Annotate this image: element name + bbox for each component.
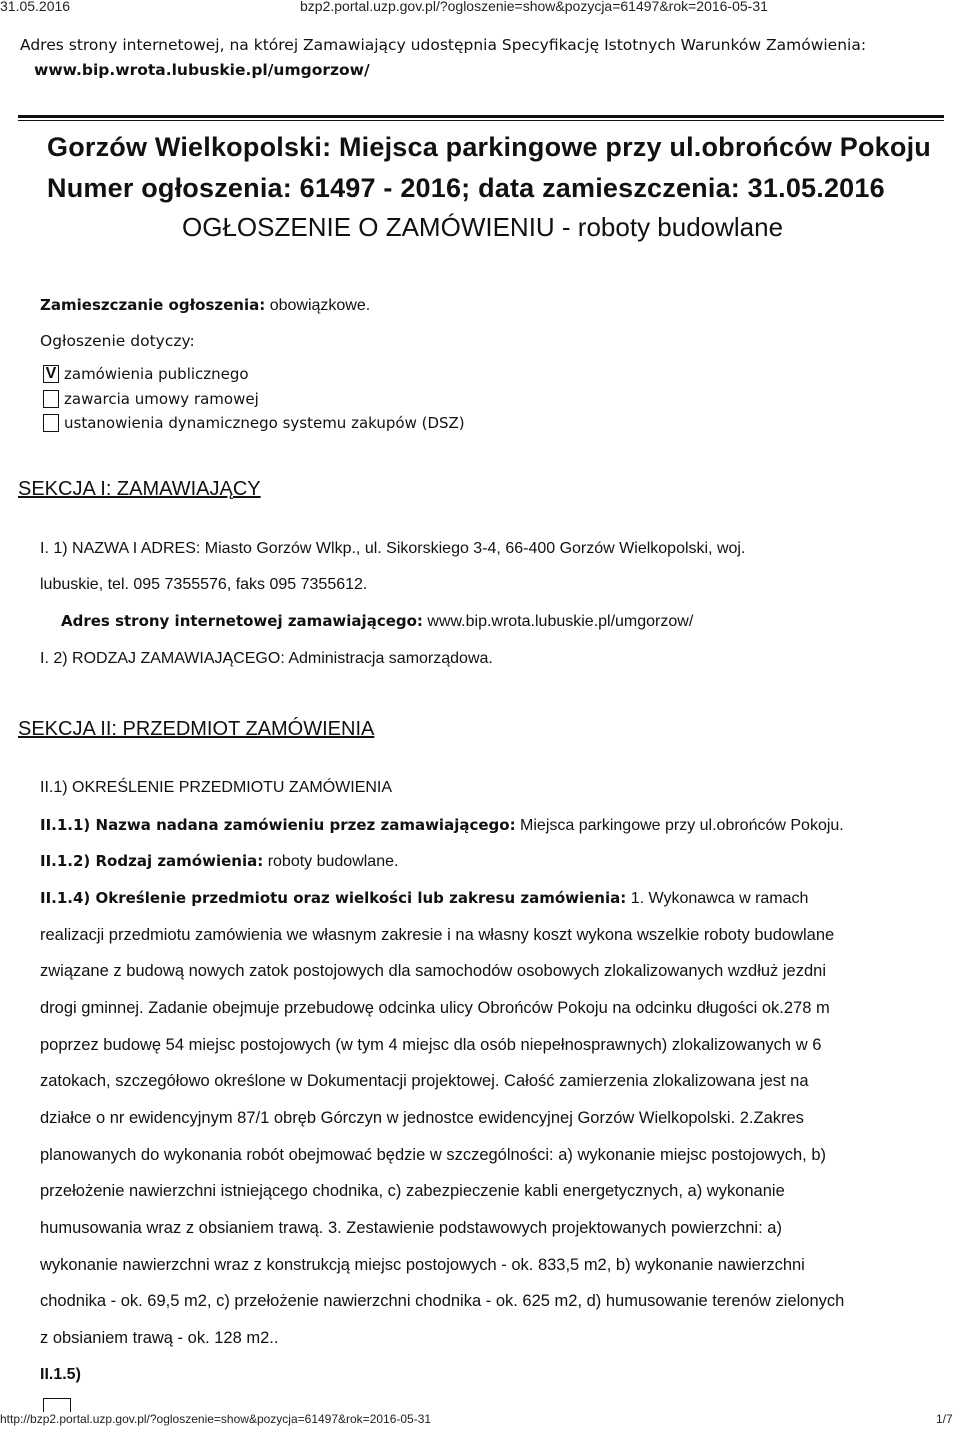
- section1-name-label: I. 1) NAZWA I ADRES:: [40, 540, 201, 557]
- section2-heading: SEKCJA II: PRZEDMIOT ZAMÓWIENIA: [18, 718, 375, 740]
- double-rule-bottom: [18, 120, 944, 121]
- concerns-label: Ogłoszenie dotyczy:: [40, 332, 195, 350]
- checkbox-public-order: V: [43, 365, 59, 383]
- section2-kind-value: roboty budowlane.: [267, 853, 399, 870]
- section2-name-row: [40, 816, 844, 835]
- section1-type-label: I. 2) RODZAJ ZAMAWIAJĄCEGO:: [40, 650, 285, 667]
- print-footer-url: http://bzp2.portal.uzp.gov.pl/?ogloszenie=show&pozycja=61497&rok=2016-05-31: [0, 1412, 432, 1426]
- checkbox-partial: [43, 1398, 71, 1412]
- section1-name-row: [40, 540, 745, 558]
- option-public-order: zamówienia publicznego: [64, 365, 249, 383]
- section2-kind-row: [40, 852, 398, 871]
- posting-row: [40, 296, 370, 315]
- section2-name-label: II.1.1) Nazwa nadana zamówieniu przez zamawiającego:: [40, 816, 516, 834]
- desc-line: poprzez budowę 54 miejsc postojowych (w tym 4 miejsc dla osób niepełnosprawnych) zlokalizowanych w 6: [40, 1036, 822, 1054]
- section2-desc-label: II.1.4) Określenie przedmiotu oraz wielkości lub zakresu zamówienia:: [40, 889, 627, 907]
- desc-line: związane z budową nowych zatok postojowych dla samochodów osobowych zlokalizowanych wzdłuż jezdni: [40, 962, 826, 980]
- notice-title: Gorzów Wielkopolski: Miejsca parkingowe przy ul.obrońców Pokoju: [47, 132, 931, 162]
- notice-number-line: Numer ogłoszenia: 61497 - 2016; data zamieszczenia: 31.05.2016: [47, 173, 885, 203]
- print-page-number: 1/7: [936, 1412, 953, 1426]
- section1-type-row: [40, 650, 493, 668]
- desc-line: działce o nr ewidencyjnym 87/1 obręb Górczyn w jednostce ewidencyjnej Gorzów Wielkopolski. 2.Zakres: [40, 1109, 804, 1127]
- desc-line: z obsianiem trawą - ok. 128 m2..: [40, 1329, 279, 1347]
- section1-name-value: Miasto Gorzów Wlkp., ul. Sikorskiego 3-4, 66-400 Gorzów Wielkopolski, woj.: [204, 540, 746, 557]
- print-url-top: bzp2.portal.uzp.gov.pl/?ogloszenie=show&pozycja=61497&rok=2016-05-31: [300, 0, 768, 14]
- notice-type-heading: OGŁOSZENIE O ZAMÓWIENIU - roboty budowlane: [182, 212, 784, 242]
- section1-web-value: www.bip.wrota.lubuskie.pl/umgorzow/: [427, 613, 694, 630]
- section1-web-row: [61, 612, 693, 631]
- section2-next-label: II.1.5): [40, 1366, 81, 1383]
- checkbox-framework-agreement: [43, 390, 59, 408]
- section1-heading: SEKCJA I: ZAMAWIAJĄCY: [18, 478, 261, 500]
- double-rule-top: [18, 115, 944, 118]
- desc-line: chodnika - ok. 69,5 m2, c) przełożenie nawierzchni chodnika - ok. 625 m2, d) humusowanie terenów zielonych: [40, 1292, 845, 1310]
- desc-line: humusowania wraz z obsianiem trawą. 3. Zestawienie podstawowych projektowanych powierzchni: a): [40, 1219, 782, 1237]
- posting-value: obowiązkowe.: [269, 297, 371, 314]
- section1-web-label: Adres strony internetowej zamawiającego:: [61, 612, 423, 630]
- section2-desc-row: [40, 889, 808, 908]
- section2-sub1: II.1) OKREŚLENIE PRZEDMIOTU ZAMÓWIENIA: [40, 779, 393, 796]
- checkbox-dsz: [43, 414, 59, 432]
- desc-line: wykonanie nawierzchni wraz z konstrukcją miejsc postojowych - ok. 833,5 m2, b) wykonanie nawierzchni: [40, 1256, 805, 1274]
- section2-kind-label: II.1.2) Rodzaj zamówienia:: [40, 852, 264, 870]
- posting-label: Zamieszczanie ogłoszenia:: [40, 296, 266, 314]
- desc-line: przełożenie nawierzchni istniejącego chodnika, c) zabezpieczenie kabli energetycznych, a) wykonanie: [40, 1182, 785, 1200]
- section2-desc-first: 1. Wykonawca w ramach: [630, 890, 809, 907]
- siwz-intro-text: Adres strony internetowej, na której Zamawiający udostępnia Specyfikację Istotnych Warunków Zamówienia:: [20, 36, 867, 54]
- siwz-link[interactable]: www.bip.wrota.lubuskie.pl/umgorzow/: [34, 61, 370, 79]
- desc-line: planowanych do wykonania robót obejmować będzie w szczególności: a) wykonanie miejsc postojowych, b): [40, 1146, 826, 1164]
- desc-line: zatokach, szczegółowo określone w Dokumentacji projektowej. Całość zamierzenia zlokalizowana jest na: [40, 1072, 809, 1090]
- desc-line: drogi gminnej. Zadanie obejmuje przebudowę odcinka ulicy Obrońców Pokoju na odcinku długości ok.278 m: [40, 999, 830, 1017]
- section2-name-value: Miejsca parkingowe przy ul.obrońców Pokoju.: [520, 817, 844, 834]
- desc-line: realizacji przedmiotu zamówienia we własnym zakresie i na własny koszt wykona wszelkie roboty budowlane: [40, 926, 835, 944]
- option-dsz: ustanowienia dynamicznego systemu zakupów (DSZ): [64, 414, 465, 432]
- section1-type-value: Administracja samorządowa.: [288, 650, 493, 667]
- section1-name-value-cont: lubuskie, tel. 095 7355576, faks 095 7355612.: [40, 576, 368, 593]
- option-framework-agreement: zawarcia umowy ramowej: [64, 390, 259, 408]
- print-date: 31.05.2016: [0, 0, 71, 14]
